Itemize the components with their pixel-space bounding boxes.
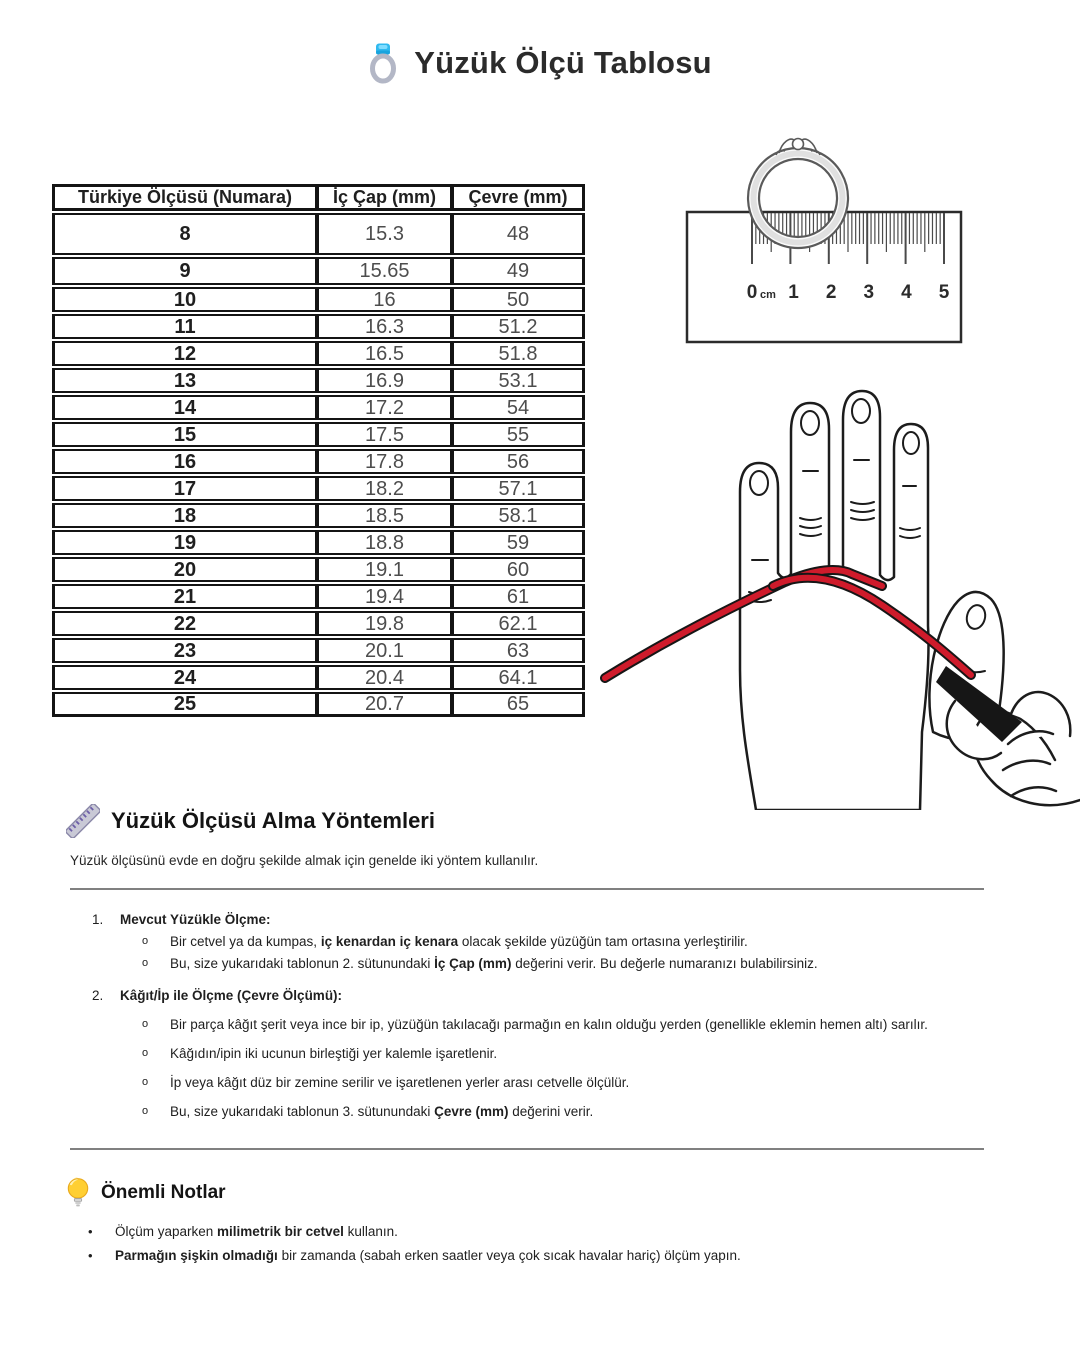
notes-section-heading	[66, 1176, 226, 1210]
table-cell: 15.65	[317, 257, 452, 285]
lightbulb-icon	[66, 1176, 90, 1210]
table-cell: 59	[452, 530, 585, 555]
table-cell: 11	[52, 314, 317, 339]
svg-text:1: 1	[788, 282, 799, 303]
table-row	[52, 257, 585, 285]
table-row	[52, 611, 585, 636]
method-bullet	[142, 1075, 1010, 1090]
col-header-diameter: İç Çap (mm)	[317, 184, 452, 211]
page-title: Yüzük Ölçü Tablosu	[414, 45, 712, 80]
table-cell: 15	[52, 422, 317, 447]
table-row	[52, 395, 585, 420]
col-header-size: Türkiye Ölçüsü (Numara)	[52, 184, 317, 211]
method-bullet	[142, 956, 1010, 971]
table-row	[52, 422, 585, 447]
method-bullet	[142, 934, 1010, 949]
ring-size-table	[52, 182, 585, 719]
svg-text:0: 0	[746, 282, 758, 303]
method-bullet	[142, 1046, 1010, 1061]
table-row	[52, 557, 585, 582]
table-cell: 51.8	[452, 341, 585, 366]
table-cell: 20.4	[317, 665, 452, 690]
table-cell: 15.3	[317, 213, 452, 255]
methods-intro: Yüzük ölçüsünü evde en doğru şekilde almak için genelde iki yöntem kullanılır.	[70, 853, 539, 868]
hand-string-illustration	[590, 370, 1080, 810]
svg-text:cm: cm	[760, 289, 776, 301]
table-cell: 55	[452, 422, 585, 447]
table-cell: 60	[452, 557, 585, 582]
bullet-marker: o	[142, 1076, 149, 1088]
table-cell: 19	[52, 530, 317, 555]
table-row	[52, 368, 585, 393]
methods-list	[70, 912, 1010, 1119]
method-item-2	[70, 988, 1010, 1119]
note-text: Ölçüm yaparken milimetrik bir cetvel kullanın.	[115, 1224, 398, 1239]
page-title-row	[0, 42, 1080, 84]
table-cell: 18.5	[317, 503, 452, 528]
svg-text:2: 2	[825, 282, 837, 303]
table-cell: 24	[52, 665, 317, 690]
table-cell: 16.9	[317, 368, 452, 393]
table-cell: 23	[52, 638, 317, 663]
table-row	[52, 341, 585, 366]
table-cell: 19.4	[317, 584, 452, 609]
table-cell: 8	[52, 213, 317, 255]
method-bullet	[142, 1104, 1010, 1119]
note-text: Parmağın şişkin olmadığı bir zamanda (sabah erken saatler veya çok sıcak havalar hariç) ölçüm yapın.	[115, 1248, 741, 1263]
table-cell: 17.8	[317, 449, 452, 474]
bullet-marker: o	[142, 935, 149, 947]
table-cell: 19.1	[317, 557, 452, 582]
table-cell: 56	[452, 449, 585, 474]
table-cell: 16	[52, 449, 317, 474]
bullet-text: Bir cetvel ya da kumpas, iç kenardan iç kenara olacak şekilde yüzüğün tam ortasına yerleştirilir.	[170, 934, 748, 949]
notes-heading-text: Önemli Notlar	[101, 1182, 226, 1203]
table-cell: 17.5	[317, 422, 452, 447]
table-cell: 25	[52, 692, 317, 717]
svg-text:4: 4	[901, 282, 912, 303]
table-cell: 65	[452, 692, 585, 717]
table-row	[52, 476, 585, 501]
table-header-row	[52, 184, 585, 211]
table-row	[52, 530, 585, 555]
notes-list	[88, 1215, 988, 1263]
table-cell: 20.1	[317, 638, 452, 663]
divider	[70, 888, 984, 890]
svg-text:5: 5	[938, 282, 950, 303]
table-cell: 18	[52, 503, 317, 528]
table-cell: 21	[52, 584, 317, 609]
table-cell: 54	[452, 395, 585, 420]
table-cell: 17.2	[317, 395, 452, 420]
method-title: Mevcut Yüzükle Ölçme:	[120, 912, 271, 927]
method-title: Kâğıt/İp ile Ölçme (Çevre Ölçümü):	[120, 988, 343, 1003]
table-cell: 51.2	[452, 314, 585, 339]
table-cell: 18.2	[317, 476, 452, 501]
table-cell: 17	[52, 476, 317, 501]
note-bullet	[88, 1224, 988, 1239]
table-cell: 48	[452, 213, 585, 255]
table-cell: 22	[52, 611, 317, 636]
bullet-text: Bir parça kâğıt şerit veya ince bir ip, yüzüğün takılacağı parmağın en kalın olduğu yerden (genellikle eklemin hemen altı) sarılır.	[170, 1017, 928, 1032]
table-row	[52, 665, 585, 690]
table-cell: 61	[452, 584, 585, 609]
table-cell: 62.1	[452, 611, 585, 636]
table-cell: 16.3	[317, 314, 452, 339]
table-cell: 18.8	[317, 530, 452, 555]
col-header-circumference: Çevre (mm)	[452, 184, 585, 211]
methods-heading-text: Yüzük Ölçüsü Alma Yöntemleri	[111, 808, 435, 833]
table-row	[52, 584, 585, 609]
table-row	[52, 213, 585, 255]
table-cell: 49	[452, 257, 585, 285]
table-row	[52, 692, 585, 717]
bullet-text: Bu, size yukarıdaki tablonun 3. sütunundaki Çevre (mm) değerini verir.	[170, 1104, 594, 1119]
table-cell: 20	[52, 557, 317, 582]
note-bullet	[88, 1248, 988, 1263]
divider	[70, 1148, 984, 1150]
list-number: 1.	[92, 912, 104, 927]
table-cell: 16.5	[317, 341, 452, 366]
table-cell: 16	[317, 287, 452, 312]
table-row	[52, 503, 585, 528]
table-cell: 63	[452, 638, 585, 663]
table-cell: 9	[52, 257, 317, 285]
table-cell: 57.1	[452, 476, 585, 501]
table-row	[52, 287, 585, 312]
bullet-marker: o	[142, 1047, 149, 1059]
table-cell: 13	[52, 368, 317, 393]
table-cell: 58.1	[452, 503, 585, 528]
ruler-icon	[66, 804, 100, 838]
bullet-text: Kâğıdın/ipin iki ucunun birleştiği yer kalemle işaretlenir.	[170, 1046, 498, 1061]
bullet-text: İp veya kâğıt düz bir zemine serilir ve işaretlenen yerler arası cetvelle ölçülür.	[170, 1075, 630, 1090]
list-number: 2.	[92, 988, 104, 1003]
bullet-text: Bu, size yukarıdaki tablonun 2. sütunundaki İç Çap (mm) değerini verir. Bu değerle numaranızı bulabilirsiniz.	[170, 956, 818, 971]
method-bullet	[142, 1017, 1010, 1032]
svg-text:3: 3	[863, 282, 875, 303]
bullet-marker: o	[142, 1018, 149, 1030]
table-cell: 19.8	[317, 611, 452, 636]
table-row	[52, 638, 585, 663]
method-item-1	[70, 912, 1010, 971]
table-cell: 12	[52, 341, 317, 366]
table-cell: 10	[52, 287, 317, 312]
bullet-marker: o	[142, 957, 149, 969]
methods-section-heading	[66, 804, 435, 838]
ring-on-ruler-illustration	[683, 132, 968, 354]
table-cell: 64.1	[452, 665, 585, 690]
table-row	[52, 314, 585, 339]
ring-icon	[368, 42, 398, 84]
bullet-marker: •	[88, 1248, 93, 1263]
table-cell: 14	[52, 395, 317, 420]
table-cell: 20.7	[317, 692, 452, 717]
table-cell: 50	[452, 287, 585, 312]
bullet-marker: o	[142, 1105, 149, 1117]
table-row	[52, 449, 585, 474]
table-cell: 53.1	[452, 368, 585, 393]
bullet-marker: •	[88, 1224, 93, 1239]
